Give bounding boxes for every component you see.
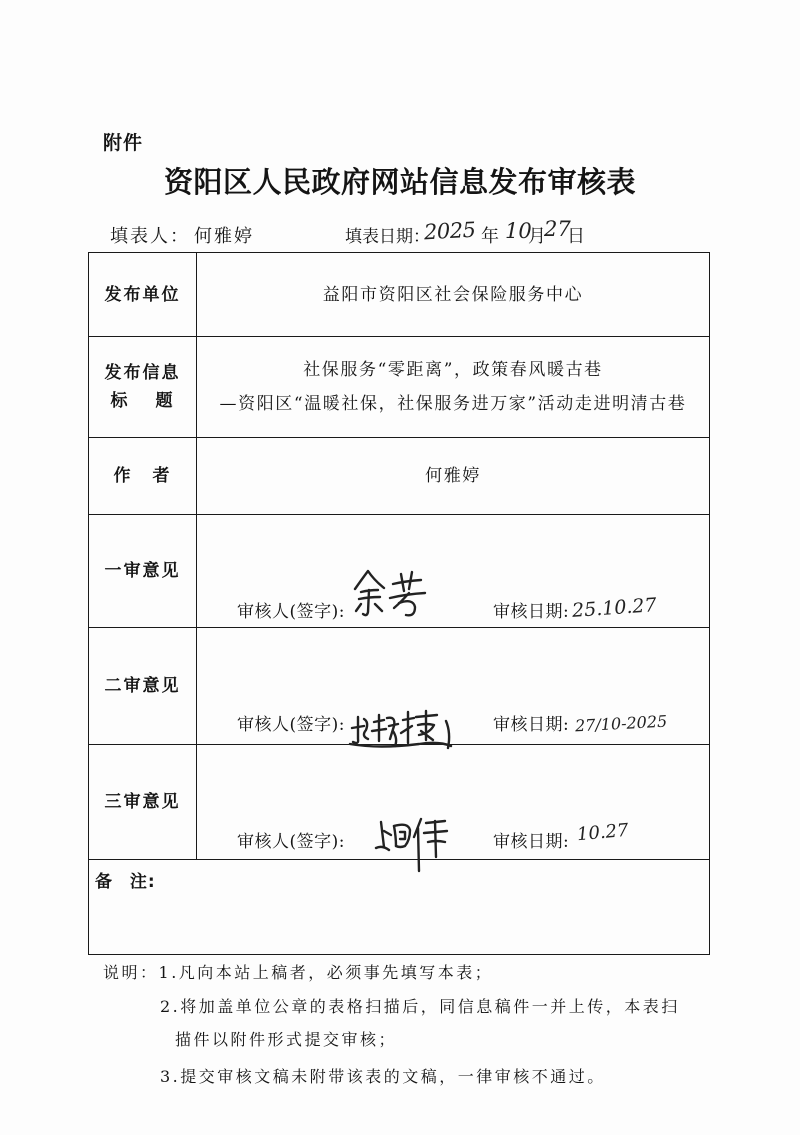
filler-label: 填表人： <box>110 226 190 247</box>
review-3-label-cell <box>89 745 197 859</box>
unit-label-cell <box>89 253 197 336</box>
fill-date-month-handwritten: 10 <box>505 219 532 243</box>
row-review-1 <box>89 515 709 628</box>
review-1-content-cell <box>197 515 709 627</box>
instruction-item-1: 1.凡向本站上稿者，必须事先填写本表； <box>158 963 494 982</box>
day-char: 日 <box>567 226 585 247</box>
fill-date-label: 填表日期： <box>345 227 430 247</box>
review-1-date-handwritten: 25.10.27 <box>571 594 658 622</box>
reviewer-signature-label: 审核人(签字): <box>237 832 345 852</box>
review-date-label: 审核日期: <box>493 602 570 622</box>
reviewer-signature-label: 审核人(签字): <box>237 602 345 622</box>
fill-date-day-handwritten: 27 <box>544 217 571 241</box>
review-date-label: 审核日期: <box>493 832 570 852</box>
review-form-table <box>88 252 710 955</box>
headline-line-1: 社保服务“零距离”，政策春风暖古巷 <box>303 360 603 380</box>
year-char: 年 <box>481 226 499 247</box>
review-1-label: 一审意见 <box>104 561 181 581</box>
unit-value: 益阳市资阳区社会保险服务中心 <box>322 284 584 305</box>
row-review-3 <box>89 745 709 860</box>
filler-name: 何雅婷 <box>194 226 254 247</box>
document-title: 资阳区人民政府网站信息发布审核表 <box>163 165 636 199</box>
headline-value-cell <box>197 337 709 437</box>
headline-label-cell <box>89 337 197 437</box>
remarks-label: 备 注: <box>95 872 156 892</box>
fill-date-year-handwritten: 2025 <box>423 217 477 245</box>
review-3-content-cell <box>197 745 709 859</box>
row-remarks <box>89 860 709 953</box>
attachment-label: 附件 <box>103 132 144 154</box>
author-value: 何雅婷 <box>425 466 481 486</box>
headline-line-2: —资阳区“温暖社保，社保服务进万家”活动走进明清古巷 <box>219 394 687 414</box>
row-author <box>89 438 709 515</box>
row-unit <box>89 253 709 337</box>
review-2-date-handwritten: 27/10-2025 <box>574 711 668 736</box>
review-2-content-cell <box>197 628 709 744</box>
review-2-label-cell <box>89 628 197 744</box>
row-review-2 <box>89 628 709 745</box>
author-value-cell <box>197 438 709 514</box>
unit-value-cell <box>197 253 709 336</box>
instruction-item-2-line-1: 2.将加盖单位公章的表格扫描后，同信息稿件一并上传，本表扫 <box>160 997 680 1016</box>
headline-label-line-2: 标 题 <box>110 391 175 411</box>
review-3-date-handwritten: 10.27 <box>576 819 630 846</box>
instruction-item-2-line-2: 描件以附件形式提交审核； <box>175 1030 398 1049</box>
reviewer-1-signature <box>349 567 431 621</box>
headline-label-line-1: 发布信息 <box>104 363 181 383</box>
author-label-cell <box>89 438 197 514</box>
instruction-item-3: 3.提交审核文稿未附带该表的文稿，一律审核不通过。 <box>160 1067 606 1086</box>
review-3-label: 三审意见 <box>104 792 181 812</box>
reviewer-signature-label: 审核人(签字): <box>237 715 345 735</box>
unit-label: 发布单位 <box>104 284 181 305</box>
review-date-label: 审核日期: <box>493 715 570 735</box>
row-headline <box>89 337 709 438</box>
month-char: 月 <box>528 226 546 247</box>
instruction-line-1 <box>103 963 493 983</box>
review-1-label-cell <box>89 515 197 627</box>
author-label: 作 者 <box>113 466 172 486</box>
instructions-label: 说明： <box>103 963 159 982</box>
review-2-label: 二审意见 <box>104 676 181 696</box>
